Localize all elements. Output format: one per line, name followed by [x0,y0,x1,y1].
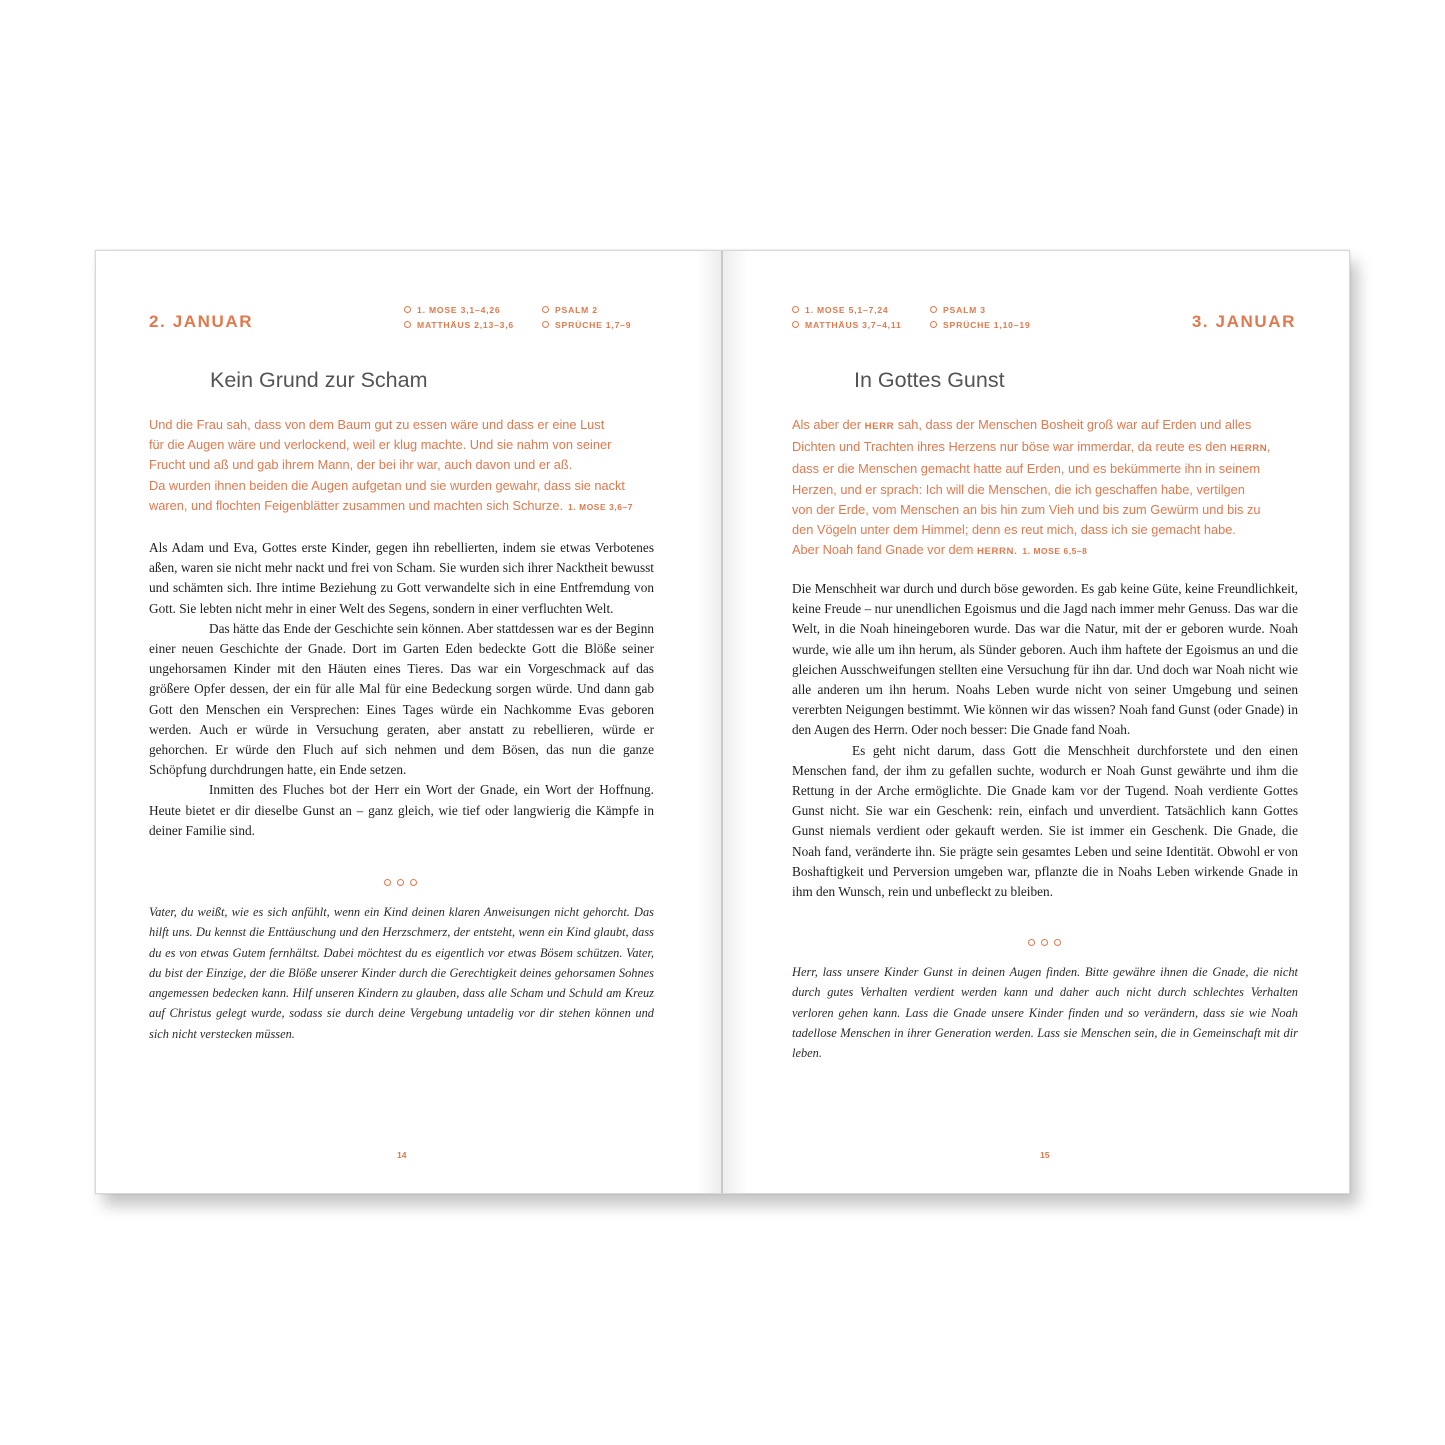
paragraph: Es geht nicht darum, dass Gott die Menschheit durchforstete und den einen Menschen fand, der ihm zu gefallen suchte, wodurch er Noah Gunst gewährte und ihm die Rettung in der Arche ermöglichte. Die Gnade kam vor der Tugend. Noah verdiente Gottes Gunst nicht. Sie war ein Geschenk: rein, einfach und unverdient. Tatsächlich kann Gottes Gunst niemals verdient oder gekauft werden. Sie ist immer ein Geschenk. Die Gnade, die Noah fand, veränderte ihn. Sie prägte sein gesamtes Leben und seine Identität. Obwohl er von Boshaftigkeit und Perversion umgeben war, pflanzte die in Noahs Leben wirkende Gnade in ihm den Wunsch, rein und unbefleckt zu bleiben. [792,742,1298,900]
page-title: Kein Grund zur Scham [210,368,428,392]
reading-item: 1. MOSE 5,1–7,24 [792,305,889,315]
prayer-text: Vater, du weißt, wie es sich anfühlt, wenn ein Kind deinen klaren Anweisungen nicht gehorcht. Das hilft uns. Du kennst die Enttäuschung und den Herzschmerz, der entsteht, wenn ein Kind glaubt, dass du es von etwas Gutem fernhältst. Dabei möchtest du es eigentlich vor etwas Bösem schützen. Vater, du bist der Einzige, der die Blöße unserer Kinder durch die Gerechtigkeit deines gehorsamen Sohnes angemessen bedecken kann. Hilf unseren Kindern zu glauben, dass alle Scham und Schuld am Kreuz auf Christus gelegt wurde, sodass sie durch deine Vergebung untadelig vor dir stehen können und sich nicht verstecken müssen. [149,905,654,1041]
reading-item: 1. MOSE 3,1–4,26 [404,305,501,315]
paragraph: Inmitten des Fluches bot der Herr ein Wort der Gnade, ein Wort der Hoffnung. Heute bietet er dir dieselbe Gunst an – ganz gleich, wie tief oder langwierig die Kämpfe in deiner Familie sind. [149,782,654,838]
page-title: In Gottes Gunst [854,368,1005,392]
circle-bullet-icon [542,321,549,328]
section-divider-ornament [384,878,424,888]
left-page [96,251,722,1193]
reading-item: MATTHÄUS 3,7–4,11 [792,320,902,330]
page-number: 15 [1040,1150,1050,1160]
circle-bullet-icon [542,306,549,313]
verse-reference: 1. MOSE 6,5–8 [1022,546,1088,557]
reading-item: SPRÜCHE 1,7–9 [542,320,631,330]
section-divider-ornament [1028,938,1068,948]
circle-bullet-icon [930,306,937,313]
reading-item: PSALM 3 [930,305,986,315]
paragraph: Die Menschheit war durch und durch böse geworden. Es gab keine Güte, keine Freundlichkeit, keine Freude – nur unendlichen Egoismus und die Jagd nach immer mehr Genuss. Das war die Welt, in die Noah hineingeboren wurde. Das war die Natur, mit der er geboren wurde. Noah wurde, wie alle um ihn herum, als Sünder geboren. Auch ihm haftete der Egoismus an und die gleichen Ausschweifungen stellten eine Versuchung für ihn dar. Und doch war Noah nicht wie alle anderen um ihn herum. Noahs Leben wurde nicht von seiner Umgebung und seinen vererbten Neigungen bestimmt. Wie können wir das wissen? Noah fand Gunst (oder Gnade) in den Augen des Herrn. Oder noch besser: Die Gnade fand Noah. [792,581,1298,738]
verse-reference: 1. MOSE 3,6–7 [568,501,634,512]
circle-bullet-icon [792,306,799,313]
bible-verse: Und die Frau sah, dass von dem Baum gut zu essen wäre und dass er eine Lust für die Augen wäre und verlockend, weil er klug machte. Und sie nahm von seiner Frucht und aß und gab ihrem Mann, der bei ihr war, auch davon und er aß. Da wurden ihnen beiden die Augen aufgetan und sie wurden gewahr, dass sie nackt waren, und flochten Feigenblätter zusammen und machten sich Schurze. 1. MOSE 3,6–7 [149,417,634,513]
circle-bullet-icon [404,306,411,313]
paragraph: Als Adam und Eva, Gottes erste Kinder, gegen ihn rebellierten, indem sie etwas Verbotenes aßen, waren sie nicht mehr nackt und frei von Scham. Sie wurden sich ihrer Nacktheit bewusst und schämten sich. Ihre intime Beziehung zu Gott verwandelte sich in eine Entfremdung von Gott. Sie lebten nicht mehr in einer Welt des Segens, sondern in einer verfluchten Welt. [149,540,654,616]
reading-item: PSALM 2 [542,305,598,315]
devotional-text [149,538,654,841]
book-spread [95,250,1350,1194]
page-date: 3. JANUAR [1191,312,1296,331]
devotional-text [792,579,1298,902]
page-number: 14 [397,1150,407,1160]
right-page [723,251,1349,1193]
reading-item: MATTHÄUS 2,13–3,6 [404,320,514,330]
bible-verse: Als aber der HERR sah, dass der Menschen Bosheit groß war auf Erden und alles Dichten und Trachten ihres Herzens nur böse war immerdar, da reute es den HERRN, dass er die Menschen gemacht hatte auf Erden, und es bekümmerte ihn in seinem Herzen, und er sprach: Ich will die Menschen, die ich geschaffen habe, vertilgen von der Erde, vom Menschen an bis hin zum Vieh und bis zum Gewürm und bis zu den Vögeln unter dem Himmel; denn es reut mich, dass ich sie gemacht habe. Aber Noah fand Gnade vor dem HERRN. 1. MOSE 6,5–8 [792,417,1271,558]
circle-bullet-icon [404,321,411,328]
circle-bullet-icon [930,321,937,328]
circle-bullet-icon [792,321,799,328]
reading-item: SPRÜCHE 1,10–19 [930,320,1030,330]
page-date: 2. JANUAR [149,312,254,331]
paragraph: Das hätte das Ende der Geschichte sein können. Aber stattdessen war es der Beginn einer neuen Geschichte der Gnade. Dort im Garten Eden bedeckte Gott die Blöße seiner ungehorsamen Kinder mit den Häuten eines Tieres. Das war ein Vorgeschmack auf das größere Opfer dessen, der ein für alle Mal für eine Bedeckung sorgen würde. Und dann gab Gott den Menschen ein Versprechen: Eines Tages würde ein Nachkomme Evas geboren werden. Auch er würde in Versuchung geraten, aber anstatt zu rebellieren, würde er gehorchen. Er würde den Fluch auf sich nehmen und dem Bösen, das nun die ganze Schöpfung durchdrungen hatte, ein Ende setzen. [149,620,654,778]
prayer-text: Herr, lass unsere Kinder Gunst in deinen Augen finden. Bitte gewähre ihnen die Gnade, die nicht durch gutes Verhalten verdient werden kann und daher auch nicht durch schlechtes Verhalten verloren gehen kann. Lass die Gnade unsere Kinder finden und so verändern, dass sie wie Noah tadellose Menschen in ihrer Generation werden. Lass sie Menschen sein, die in Gemeinschaft mit dir leben. [792,965,1298,1061]
